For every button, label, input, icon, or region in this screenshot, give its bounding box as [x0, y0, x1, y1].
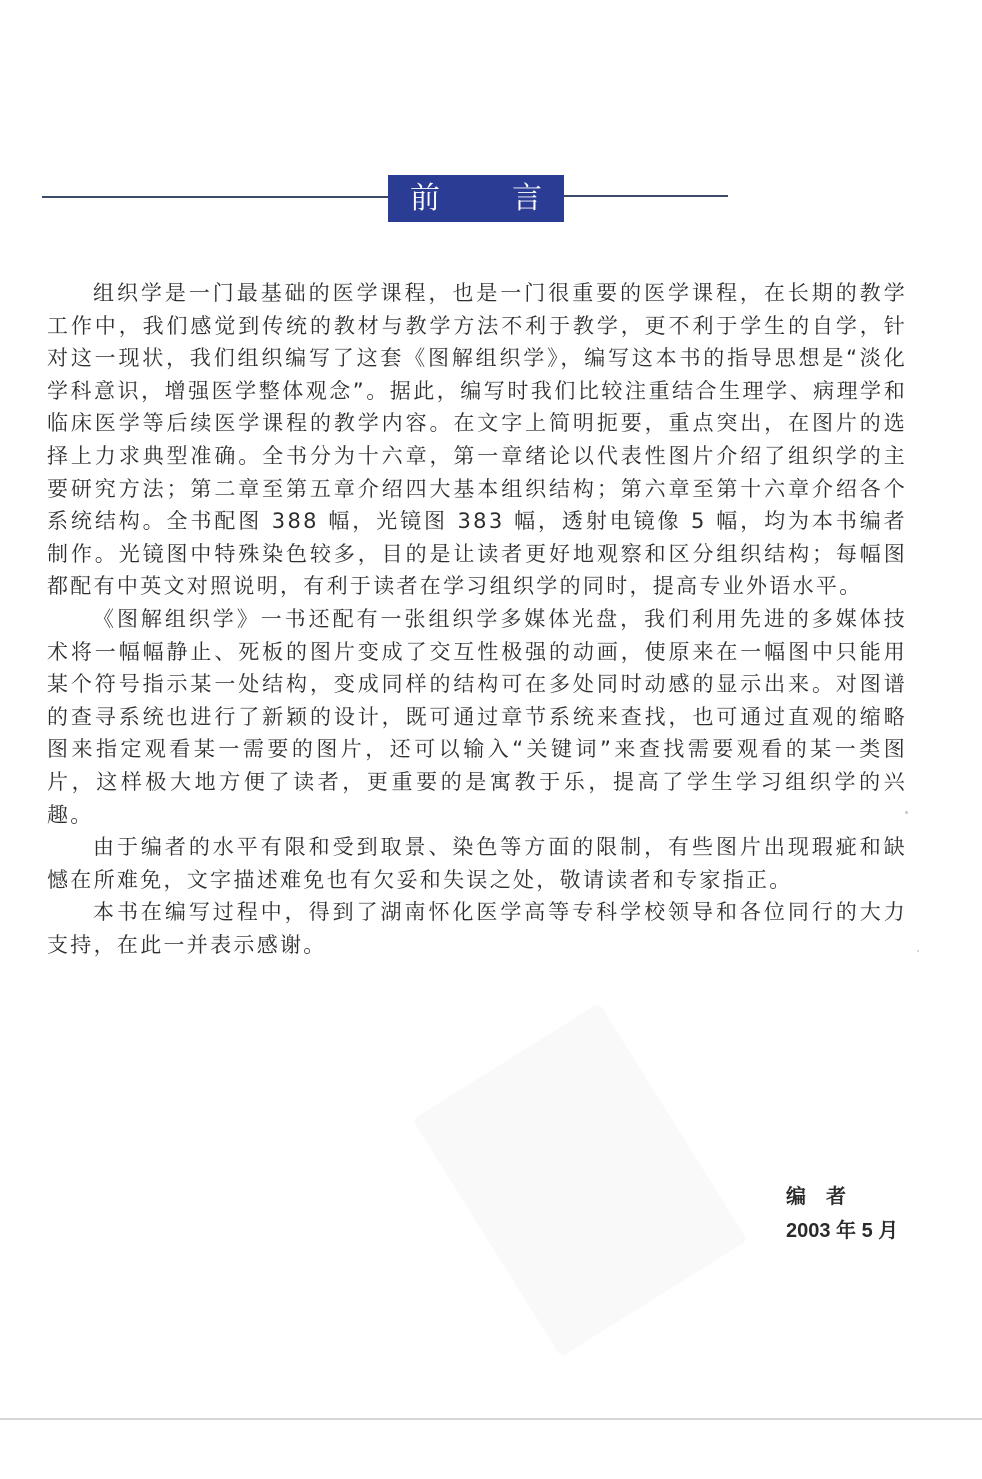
signature-block — [786, 1180, 898, 1248]
page-bottom-edge — [0, 1418, 982, 1420]
paragraph: 本书在编写过程中，得到了湖南怀化医学高等专科学校领导和各位同行的大力支持，在此一并表示感谢。 — [47, 900, 907, 957]
page-title-char-1: 前 — [410, 181, 440, 216]
title-rule-right — [562, 195, 728, 197]
paragraph: 组织学是一门最基础的医学课程，也是一门很重要的医学课程，在长期的教学工作中，我们感觉到传统的教材与教学方法不利于教学，更不利于学生的自学，针对这一现状，我们组织编写了这套《图解组织学》，编写这本书的指导思想是“淡化学科意识，增强医学整体观念”。据此，编写时我们比较注重结合生理学、病理学和临床医学等后续医学课程的教学内容。在文字上简明扼要，重点突出，在图片的选择上力求典型准确。全书分为十六章，第一章绪论以代表性图片介绍了组织学的主要研究方法；第二章至第五章介绍四大基本组织结构；第六章至第十六章介绍各个系统结构。全书配图 388 幅，光镜图 383 幅，透射电镜像 5 幅，均为本书编者制作。光镜图中特殊染色较多，目的是让读者更好地观察和区分组织结构；每幅图都配有中英文对照说明，有利于读者在学习组织学的同时，提高专业外语水平。 — [47, 281, 907, 599]
paragraph: 《图解组织学》一书还配有一张组织学多媒体光盘，我们利用先进的多媒体技术将一幅幅静止、死板的图片变成了交互性极强的动画，使原来在一幅图中只能用某个符号指示某一处结构，变成同样的结构可在多处同时动感的显示出来。对图谱的查寻系统也进行了新颖的设计，既可通过章节系统来查找，也可通过直观的缩略图来指定观看某一需要的图片，还可以输入“关键词”来查找需要观看的某一类图片，这样极大地方便了读者，更重要的是寓教于乐，提高了学生学习组织学的兴趣。 — [47, 606, 907, 827]
signature-editor: 编者 — [786, 1186, 866, 1208]
paragraph: 由于编者的水平有限和受到取景、染色等方面的限制，有些图片出现瑕疵和缺憾在所难免，文字描述难免也有欠妥和失误之处，敬请读者和专家指正。 — [47, 835, 907, 892]
bleed-through-watermark — [413, 1003, 748, 1357]
page-title-char-2: 言 — [512, 181, 542, 216]
page-title — [388, 175, 564, 222]
preface-body — [47, 277, 907, 961]
scan-speck — [905, 811, 908, 814]
scan-speck — [917, 950, 919, 952]
title-rule-left — [42, 196, 390, 198]
signature-date: 2003 年 5 月 — [786, 1220, 899, 1242]
